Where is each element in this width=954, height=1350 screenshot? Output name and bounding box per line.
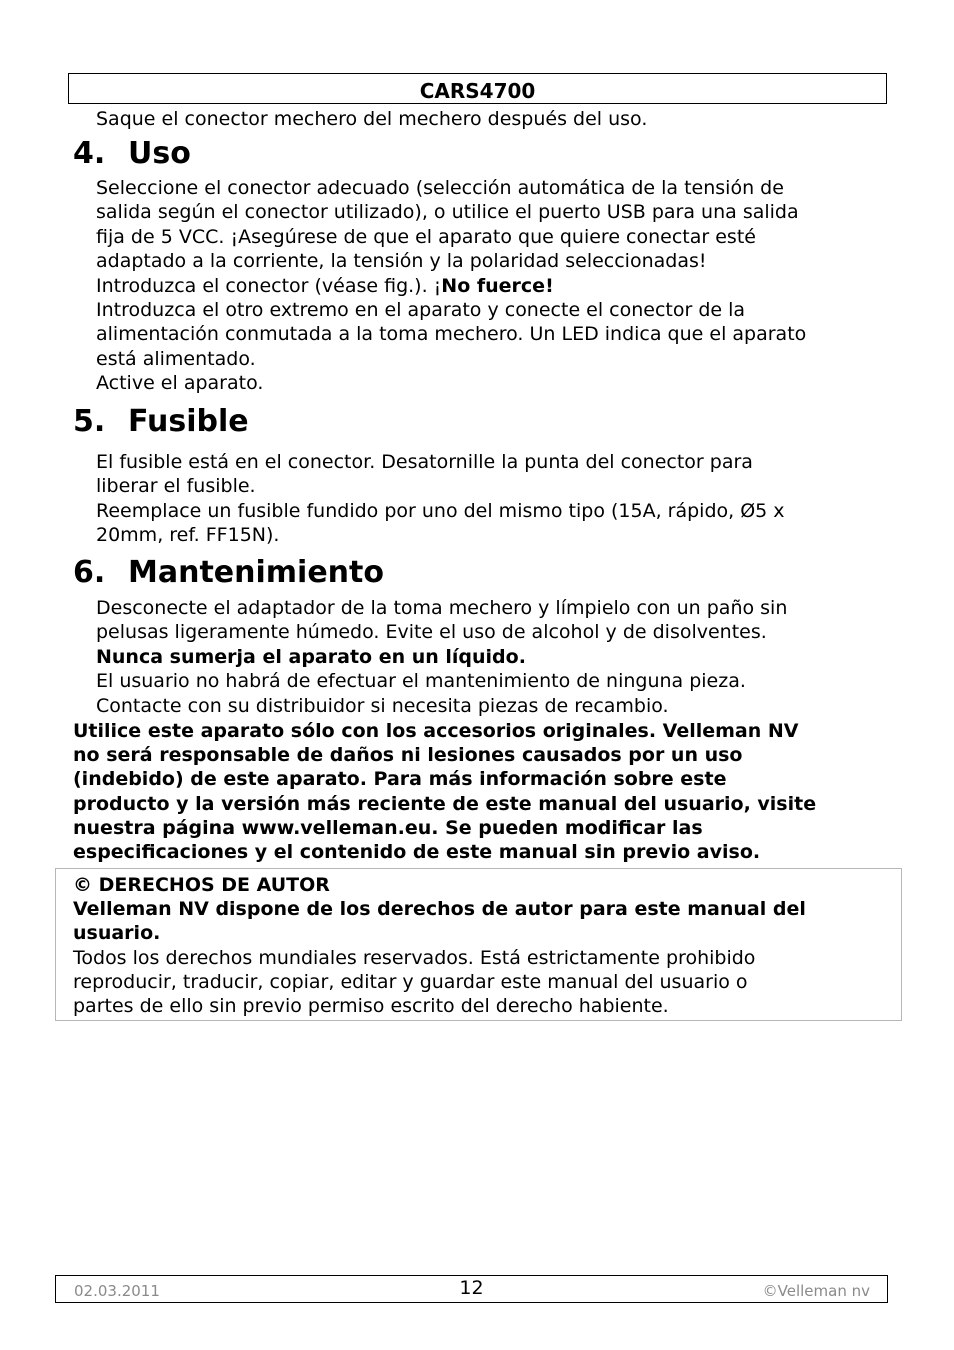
page-footer xyxy=(55,1275,888,1303)
body-line: Introduzca el otro extremo en el aparato y conecte el conector de la xyxy=(96,299,746,322)
body-line-text: Introduzca el conector (véase fig.). ¡ xyxy=(96,274,442,297)
copyright-line: partes de ello sin previo permiso escrito del derecho habiente. xyxy=(73,995,669,1018)
copyright-bold-line: Velleman NV dispone de los derechos de autor para este manual del xyxy=(73,898,806,921)
intro-line: Saque el conector mechero del mechero después del uso. xyxy=(96,108,648,130)
body-line: Contacte con su distribuidor si necesita piezas de recambio. xyxy=(96,694,669,717)
body-line: El usuario no habrá de efectuar el mantenimiento de ninguna pieza. xyxy=(96,670,746,693)
section-number: 4. xyxy=(73,136,106,171)
section-heading-mantenimiento xyxy=(73,556,384,590)
note-line: no será responsable de daños ni lesiones causados por un uso xyxy=(73,744,743,767)
body-line: Seleccione el conector adecuado (selección automática de la tensión de xyxy=(96,177,784,199)
body-line: liberar el fusible. xyxy=(96,475,256,498)
copyright-box xyxy=(55,868,902,1021)
note-line: especificaciones y el contenido de este manual sin previo aviso. xyxy=(73,841,761,864)
note-line: nuestra página www.velleman.eu. Se pueden modificar las xyxy=(73,816,703,839)
section-number: 6. xyxy=(73,555,106,590)
section-number: 5. xyxy=(73,404,106,439)
note-line: Utilice este aparato sólo con los accesorios originales. Velleman NV xyxy=(73,720,799,742)
body-line: Active el aparato. xyxy=(96,372,264,395)
body-line: pelusas ligeramente húmedo. Evite el uso de alcohol y de disolventes. xyxy=(96,621,767,644)
footer-date: 02.03.2011 xyxy=(74,1282,160,1300)
body-line: Reemplace un fusible fundido por uno del mismo tipo (15A, rápido, Ø5 x xyxy=(96,499,785,522)
model-name: CARS4700 xyxy=(419,79,536,103)
note-line: producto y la versión más reciente de este manual del usuario, visite xyxy=(73,792,817,815)
body-line: alimentación conmutada a la toma mechero. Un LED indica que el aparato xyxy=(96,323,807,346)
page-number: 12 xyxy=(459,1277,484,1299)
copyright-line: Todos los derechos mundiales reservados. Está estrictamente prohibido xyxy=(73,946,756,969)
body-line: El fusible está en el conector. Desatornille la punta del conector para xyxy=(96,451,753,473)
copyright-line: reproducir, traducir, copiar, editar y guardar este manual del usuario o xyxy=(73,970,748,993)
section-heading-uso xyxy=(73,137,191,171)
section-title: Mantenimiento xyxy=(128,555,384,590)
copyright-heading: © DERECHOS DE AUTOR xyxy=(73,874,330,896)
section-body-fusible xyxy=(96,450,785,548)
document-header xyxy=(68,73,887,104)
body-line-mixed xyxy=(96,274,806,298)
note-line: (indebido) de este aparato. Para más información sobre este xyxy=(73,768,727,791)
disclaimer-note xyxy=(73,719,816,864)
section-heading-fusible xyxy=(73,405,249,439)
section-title: Fusible xyxy=(128,404,249,439)
section-body-uso xyxy=(96,176,806,396)
body-line: adaptado a la corriente, la tensión y la polaridad seleccionadas! xyxy=(96,250,707,273)
footer-brand: ©Velleman nv xyxy=(762,1282,870,1300)
section-body-mantenimiento xyxy=(96,596,787,718)
copyright-bold-line: usuario. xyxy=(73,922,161,945)
body-line-bold: Nunca sumerja el aparato en un líquido. xyxy=(96,645,526,668)
body-line: fija de 5 VCC. ¡Asegúrese de que el aparato que quiere conectar esté xyxy=(96,225,756,248)
body-line: salida según el conector utilizado), o utilice el puerto USB para una salida xyxy=(96,201,799,224)
body-line: está alimentado. xyxy=(96,347,256,370)
section-title: Uso xyxy=(128,136,191,171)
warning-text: No fuerce! xyxy=(441,274,554,297)
body-line: Desconecte el adaptador de la toma mechero y límpielo con un paño sin xyxy=(96,597,788,619)
body-line: 20mm, ref. FF15N). xyxy=(96,524,280,547)
